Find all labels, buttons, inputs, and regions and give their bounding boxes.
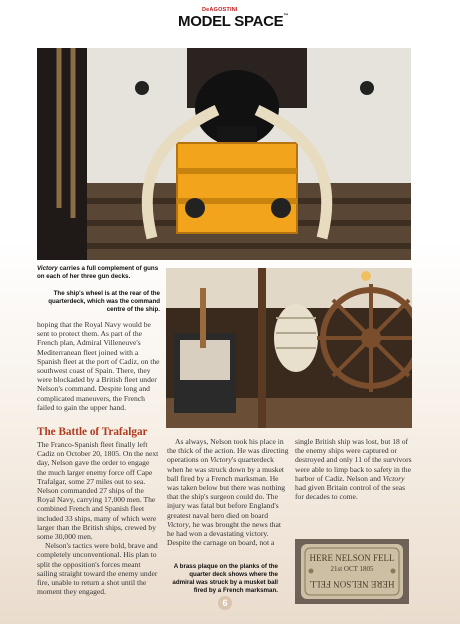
mid-text-a: As always, Nelson took his place in the thick of the action. He was directing operations on	[167, 437, 289, 465]
caption-guns-text: carries a full complement of guns on each of her three gun decks.	[37, 265, 159, 280]
trafalgar-section	[37, 426, 160, 596]
mid-text-e: , he was brought the news that he had won a devastating victory. Despite the carnage on board, not a	[167, 519, 281, 548]
right-text-c: had given Britain control of the seas for decades to come.	[295, 483, 406, 502]
magazine-title	[178, 13, 288, 30]
middle-paragraph	[167, 437, 290, 547]
title-model: MODEL	[178, 13, 231, 30]
plaque-line-1-inverted: HERE NELSON FELL	[309, 579, 395, 589]
trademark: ™	[283, 13, 289, 19]
cannon-photo	[37, 48, 411, 260]
title-space: SPACE	[234, 13, 284, 30]
brass-plaque-photo	[295, 539, 409, 604]
intro-paragraph	[37, 320, 160, 412]
plaque-line-1: HERE NELSON FELL	[309, 553, 395, 563]
magazine-logo	[178, 7, 288, 35]
right-paragraph	[295, 437, 413, 501]
mid-text-c: 's quarterdeck when he was struck down by a musket ball fired by a French marksman. He was taken below but there was nothing that the ship's surgeon could do. The injury was fatal but before England's greatest naval hero died on board	[167, 455, 286, 520]
mid-ship-name-1: Victory	[210, 455, 232, 465]
section-heading: The Battle of Trafalgar	[37, 426, 148, 438]
mid-ship-name-2: Victory	[167, 519, 189, 529]
caption-plaque: A brass plaque on the planks of the quarter deck shows where the admiral was struck by a musket ball fired by a French marksman.	[172, 563, 278, 594]
right-column	[295, 437, 413, 501]
middle-column	[167, 437, 290, 547]
publisher-label: DeAGOSTINI	[202, 7, 238, 13]
caption-guns	[37, 265, 162, 281]
right-ship-name: Victory	[382, 473, 405, 483]
intro-text: hoping that the Royal Navy would be sent to protect them. As part of the French plan, Admiral Villeneuve's Mediterranean fleet joined with a Spanish fleet at the port of Cadiz, on the southwest coast of Spain. There, they were blockaded by a British fleet under Nelson's command. Despite long and complicated maneuvers, the French failed to gain the upper hand.	[37, 320, 160, 412]
right-text-a: single British ship was lost, but 18 of the enemy ships were captured or destroyed and only 11 of the survivors were able to limp back to safety in the harbor of Cadiz. Nelson and	[295, 437, 412, 483]
plaque-line-2: 21st OCT 1805	[330, 565, 374, 573]
caption-wheel: The ship's wheel is at the rear of the quarterdeck, which was the command centre of the ship.	[48, 290, 160, 313]
trafalgar-paragraph-1: The Franco-Spanish fleet finally left Cadiz on October 20, 1805. On the next day, Nelson gave the order to engage the much larger enemy force off Cape Trafalgar, some 27 miles out to sea. Nelson commanded 27 ships of the Royal Navy, carrying 17,000 men. The combined French and Spanish fleet included 33 ships, many of which were larger than the British ships, crewed by some 30,000 men.	[37, 440, 159, 542]
ships-wheel-photo	[166, 268, 412, 428]
page-number: 6	[218, 596, 232, 610]
trafalgar-paragraph-2: Nelson's tactics were bold, brave and completely unconventional. His plan to split the opposition's forces meant sailing straight toward the enemy under fire, unable to return a shot until the moment they engaged.	[37, 541, 158, 597]
caption-ship-name: Victory	[37, 265, 58, 272]
